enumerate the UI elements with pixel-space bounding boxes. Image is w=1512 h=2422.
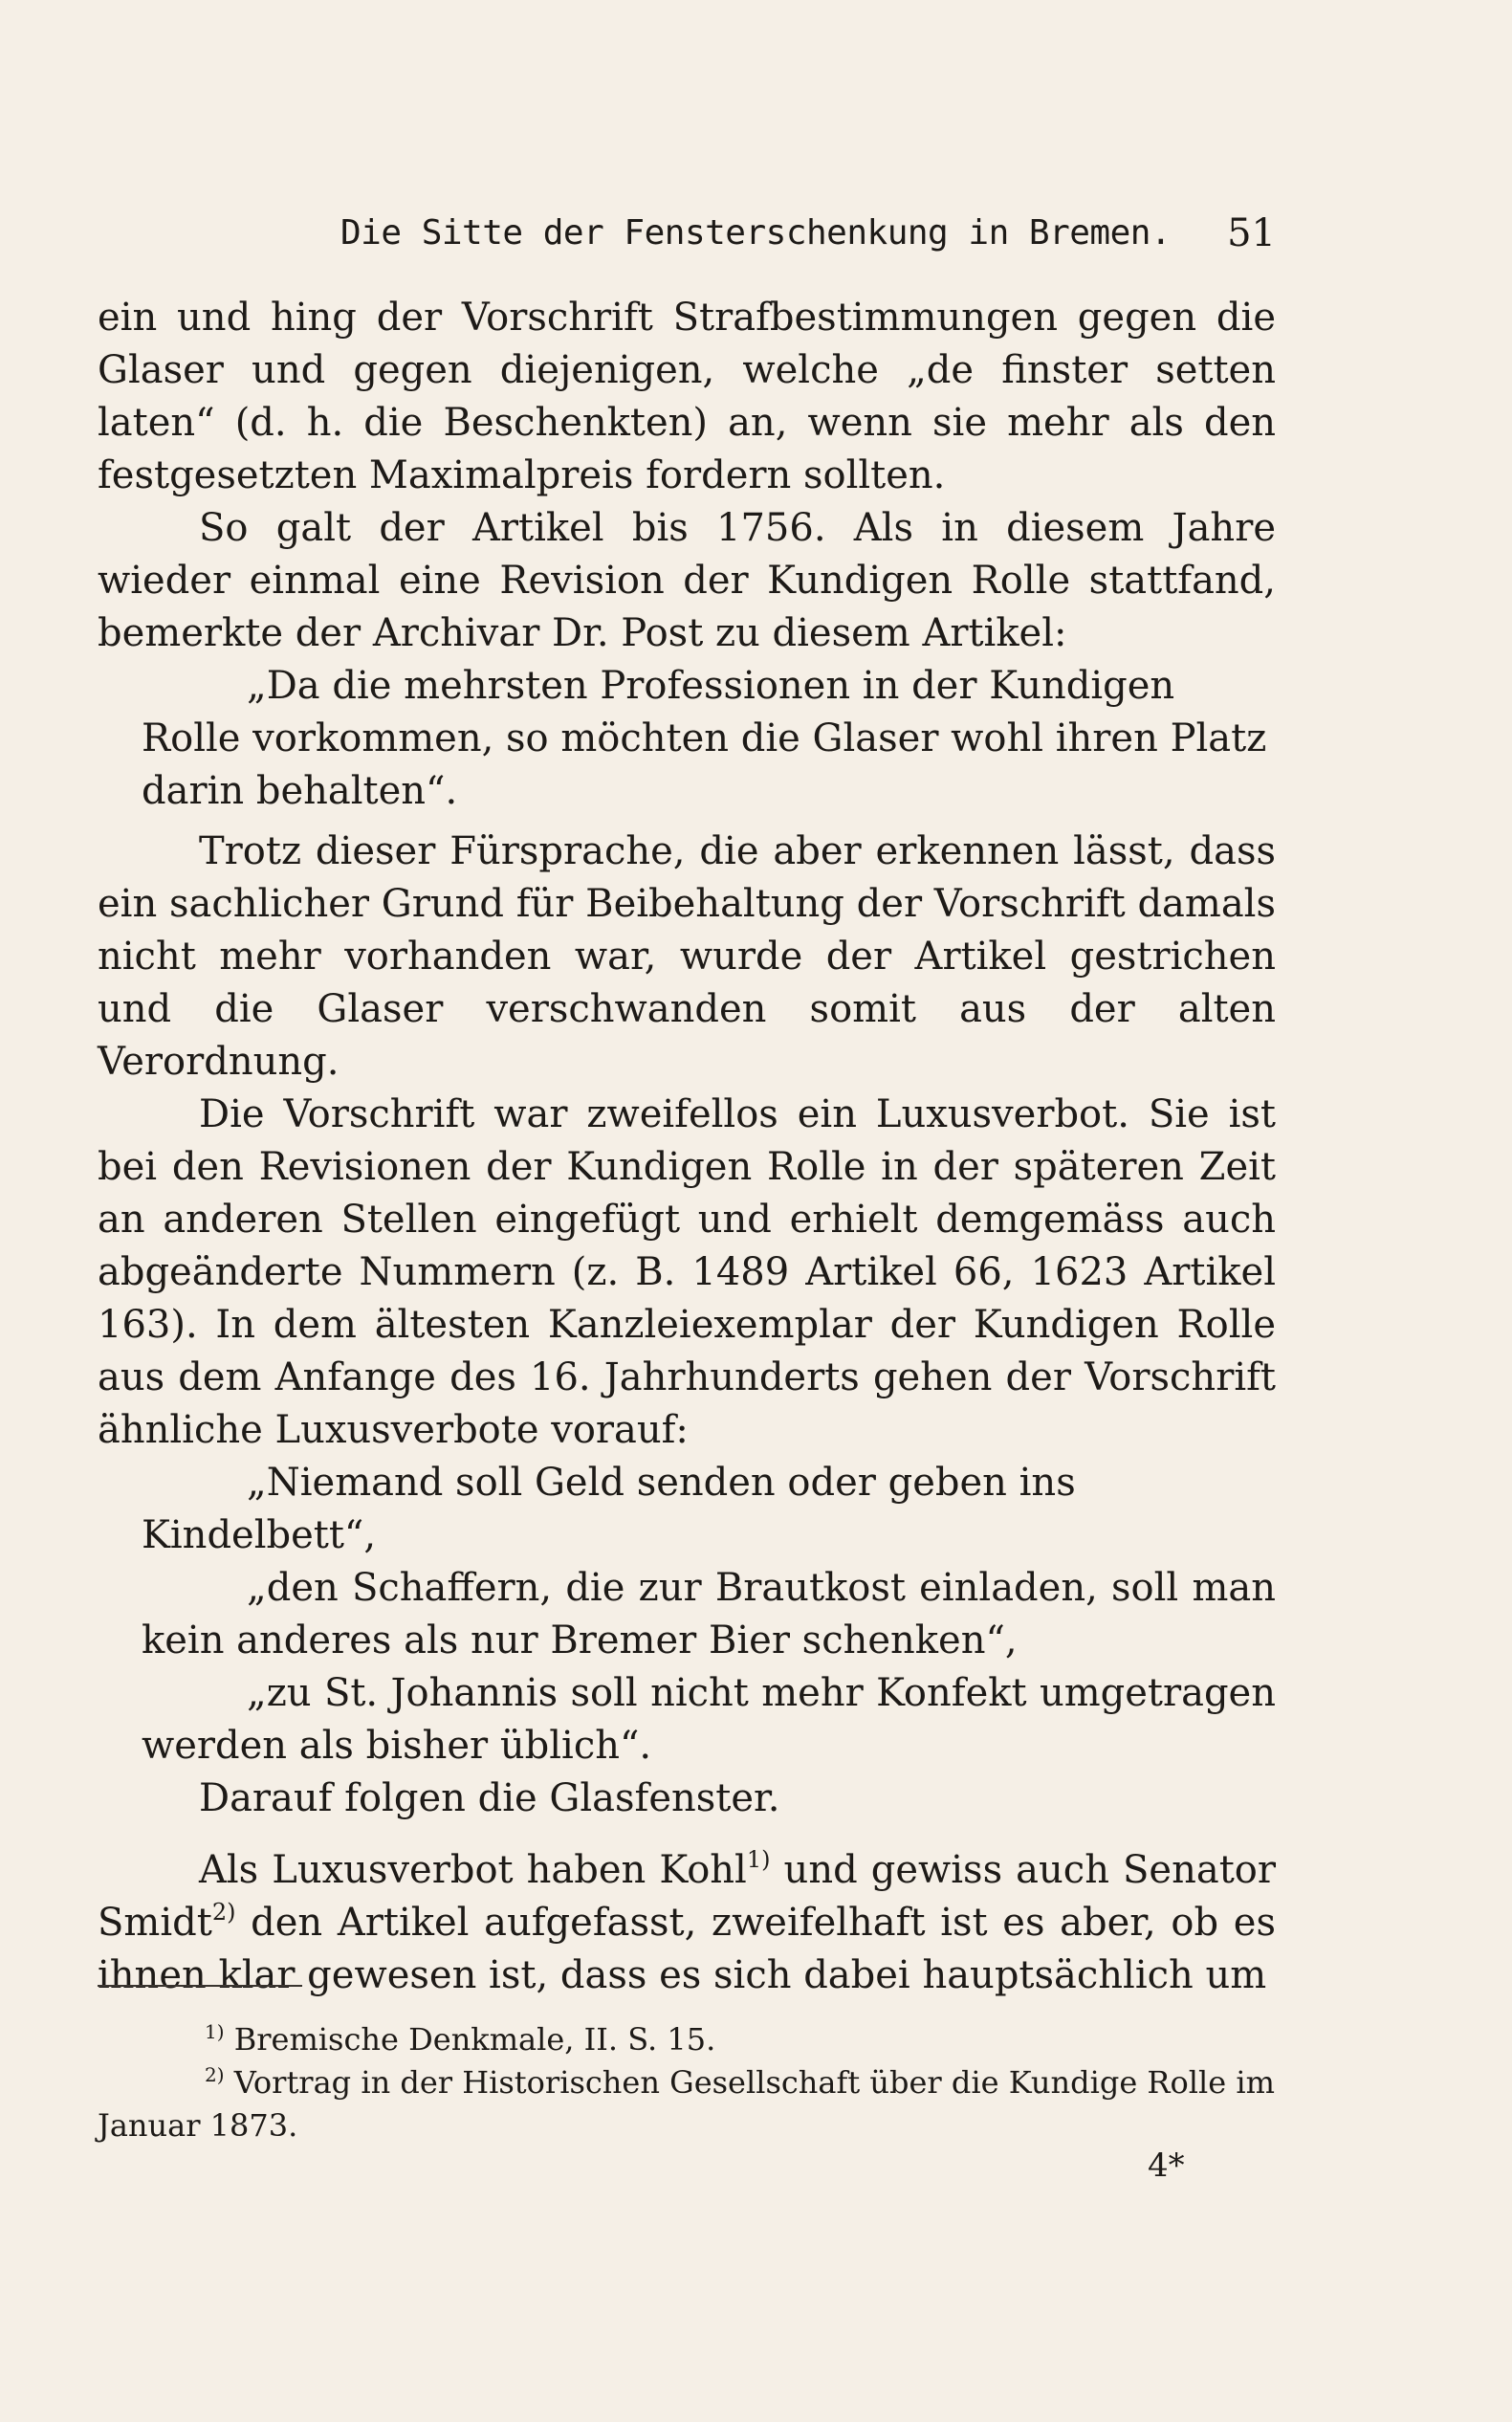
paragraph-6 [98, 1844, 1276, 2002]
footnote-2-mark: 2) [205, 2063, 225, 2086]
paragraph-5: Darauf folgen die Glasfenster. [199, 1776, 780, 1820]
main-text [98, 292, 1276, 2002]
footnotes [98, 2018, 1276, 2147]
paragraph-2: So galt der Artikel bis 1756. Als in diesem Jahre wieder einmal eine Revision der Kundigen Rolle stattfand, bemerkte der Archivar Dr. Post zu diesem Artikel: [98, 506, 1276, 655]
quotation-1: „Da die mehrsten Professionen in der Kundigen Rolle vorkommen, so möchten die Glaser wohl ihren Platz darin behalten“. [142, 664, 1267, 813]
paragraph-6-part-c: den Artikel aufgefasst, zweifelhaft ist es aber, ob es ihnen klar gewesen ist, dass es sich dabei hauptsächlich um [98, 1901, 1276, 1997]
footnote-1-text: Bremische Denkmale, II. S. 15. [224, 2021, 716, 2058]
page-header [98, 205, 1276, 262]
page-number: 51 [1227, 211, 1276, 255]
quotation-2: „Niemand soll Geld senden oder geben ins Kindelbett“, [142, 1461, 1076, 1557]
footnote-1-mark: 1) [205, 2020, 225, 2043]
footnote-ref-1: 1) [746, 1846, 771, 1873]
paragraph-4: Die Vorschrift war zweifellos ein Luxusverbot. Sie ist bei den Revisionen der Kundigen Rolle in der späteren Zeit an anderen Stellen eingefügt und erhielt demgemäss auch abgeänderte Nummern (z. B. 1489 Artikel 66, 1623 Artikel 163). In dem ältesten Kanzleiexemplar der Kundigen Rolle aus dem Anfange des 16. Jahrhunderts gehen der Vorschrift ähnliche Luxusverbote vorauf: [98, 1092, 1276, 1452]
paragraph-3: Trotz dieser Fürsprache, die aber erkennen lässt, dass ein sachlicher Grund für Beibehaltung der Vorschrift damals nicht mehr vorhanden war, wurde der Artikel gestrichen und die Glaser verschwanden somit aus der alten Verordnung. [98, 829, 1276, 1084]
quotation-3: „den Schaffern, die zur Brautkost einladen, soll man kein anderes als nur Bremer Bier schenken“, [142, 1566, 1276, 1662]
footnote-2 [98, 2061, 1276, 2147]
footnote-ref-2: 2) [211, 1899, 236, 1926]
paragraph-1: ein und hing der Vorschrift Strafbestimmungen gegen die Glaser und gegen diejenigen, welche „de finster setten laten“ (d. h. die Beschenkten) an, wenn sie mehr als den festgesetzten Maximalpreis fordern sollten. [98, 296, 1276, 497]
footnote-1 [98, 2018, 1276, 2061]
paragraph-6-part-b: und gewiss auch Senator Smidt [98, 1848, 1276, 1945]
footnote-divider [98, 1985, 302, 1987]
footnote-2-text: Vortrag in der Historischen Gesellschaft über die Kundige Rolle im Januar 1873. [98, 2064, 1275, 2144]
signature-mark: 4* [1148, 2147, 1185, 2185]
paragraph-6-part-a: Als Luxusverbot haben Kohl [199, 1848, 747, 1892]
running-title: Die Sitte der Fensterschenkung in Bremen. [340, 213, 1172, 253]
quotation-4: „zu St. Johannis soll nicht mehr Konfekt umgetragen werden als bisher üblich“. [142, 1671, 1276, 1768]
